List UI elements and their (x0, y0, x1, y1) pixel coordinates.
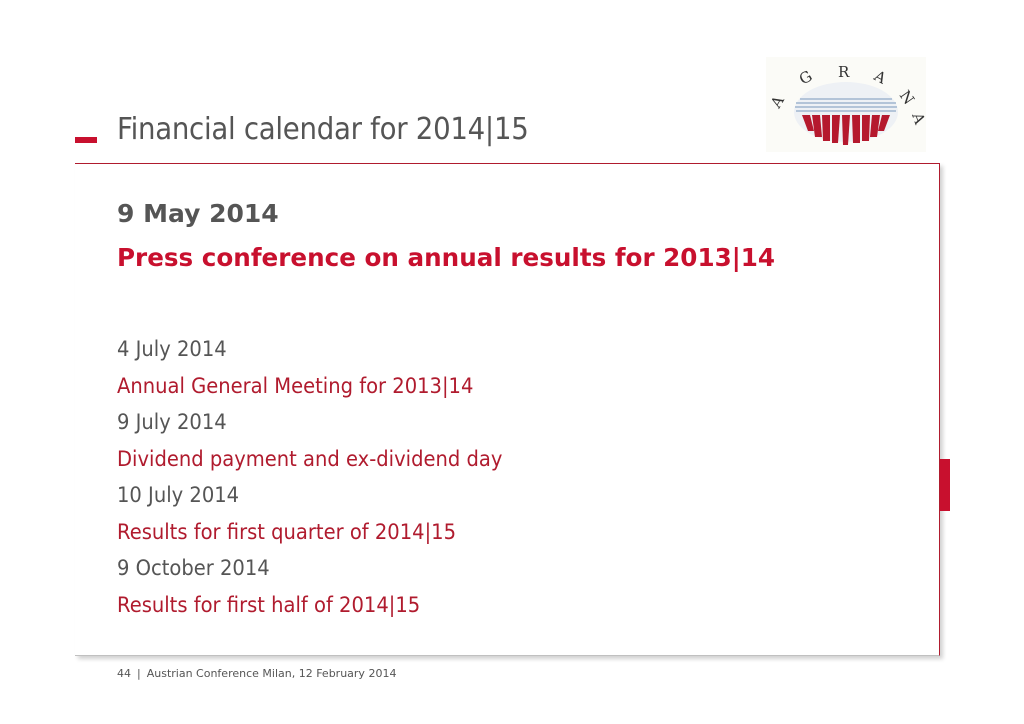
svg-text:G: G (796, 66, 816, 89)
event-item (117, 550, 531, 623)
headline-event: Press conference on annual results for 2013|14 (117, 243, 775, 272)
svg-text:A: A (766, 92, 788, 111)
event-description: Annual General Meeting for 2013|14 (117, 373, 474, 398)
page-number: 44 (117, 667, 131, 680)
event-date: 9 October 2014 (117, 556, 270, 580)
event-date: 9 July 2014 (117, 410, 227, 434)
event-date: 10 July 2014 (117, 483, 240, 507)
event-description: Results for first quarter of 2014|15 (117, 519, 457, 544)
event-description: Dividend payment and ex-dividend day (117, 446, 503, 471)
slide-title: Financial calendar for 2014|15 (117, 112, 529, 147)
headline-date: 9 May 2014 (117, 199, 279, 228)
event-item (117, 404, 531, 477)
slide-footer (117, 667, 396, 680)
agrana-logo (766, 57, 929, 152)
svg-text:A: A (871, 66, 890, 88)
agrana-logo-graphic (766, 57, 929, 152)
footer-text: Austrian Conference Milan, 12 February 2014 (146, 667, 397, 680)
footer-separator: | (137, 667, 141, 680)
svg-text:A: A (908, 110, 929, 127)
svg-text:N: N (895, 86, 918, 109)
event-item (117, 477, 531, 550)
event-description: Results for first half of 2014|15 (117, 592, 421, 617)
event-item (117, 331, 531, 404)
event-date: 4 July 2014 (117, 337, 227, 361)
title-marker (75, 137, 97, 143)
side-accent-bar (940, 459, 950, 511)
svg-text:R: R (838, 63, 850, 81)
event-list (117, 331, 531, 623)
